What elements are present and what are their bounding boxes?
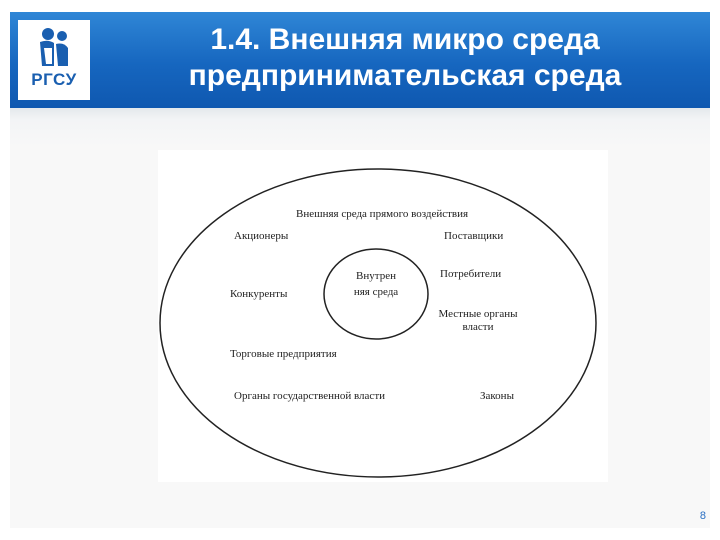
label-competitors: Конкуренты (230, 288, 288, 300)
label-shareholders: Акционеры (234, 230, 289, 242)
title-line-1: 1.4. Внешняя микро среда (210, 23, 600, 56)
label-consumers: Потребители (440, 268, 502, 280)
local-authorities-line-1: Местные органы (438, 308, 518, 320)
outer-env-title: Внешняя среда прямого воздействия (296, 208, 469, 220)
environment-diagram (158, 150, 608, 482)
page-title (100, 22, 710, 94)
inner-label-line-2: няя среда (353, 286, 399, 298)
label-local-authorities (428, 308, 528, 334)
label-state-authorities: Органы государственной власти (234, 390, 386, 402)
label-trade-enterprises: Торговые предприятия (230, 348, 337, 360)
inner-label-line-1: Внутрен (356, 270, 396, 282)
page-number: 8 (699, 510, 706, 522)
logo-text: РГСУ (31, 70, 77, 89)
inner-environment-label (336, 268, 416, 300)
rgsu-logo (18, 20, 90, 100)
label-suppliers: Поставщики (444, 230, 504, 242)
slide-header (10, 12, 710, 108)
label-laws: Законы (480, 390, 514, 402)
local-authorities-line-2: власти (462, 321, 494, 333)
title-line-2: предпринимательская среда (188, 59, 622, 92)
diagram-shapes (158, 150, 608, 482)
